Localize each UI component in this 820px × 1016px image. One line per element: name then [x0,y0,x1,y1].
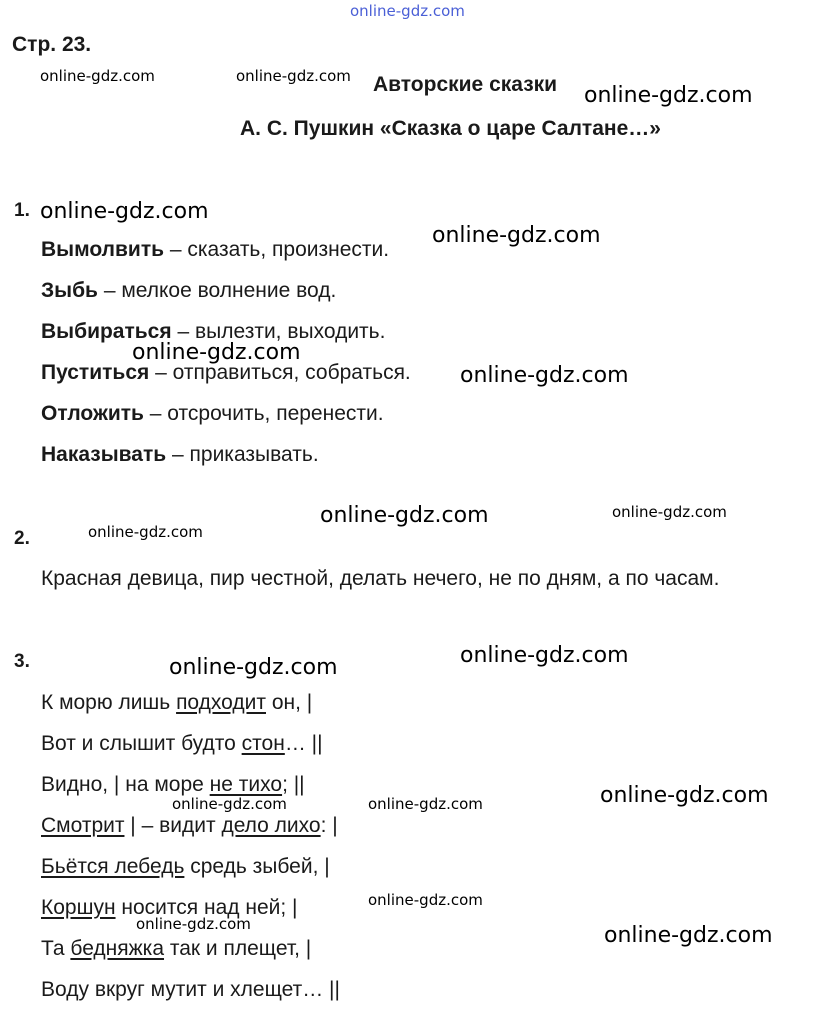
glossary-definition: – сказать, произнести. [164,238,390,261]
watermark: online-gdz.com [460,643,629,668]
glossary-term: Вымолвить [41,238,165,261]
text-segment: он, | [266,691,313,714]
underlined-segment: бедняжка [70,937,165,960]
text-segment: … || [284,732,323,755]
poem-line [41,978,340,1002]
glossary-item [41,320,385,344]
watermark: online-gdz.com [40,67,155,85]
watermark: online-gdz.com [88,523,203,541]
glossary-definition: – мелкое волнение вод. [97,279,337,302]
text-segment: Воду вкруг мутит и хлещет… || [41,978,340,1001]
glossary-definition: – отсрочить, перенести. [143,402,384,425]
glossary-item [41,238,389,262]
answer-text: Красная девица, пир честной, делать нечего, не по дням, а по часам. [41,567,720,590]
watermark: online-gdz.com [584,83,753,108]
glossary-term: Выбираться [41,320,172,343]
watermark: online-gdz.com [320,503,489,528]
glossary-definition: – приказывать. [166,443,319,466]
text-segment: Видно, | на море [41,773,210,796]
poem-line [41,896,297,920]
task-number: 3. [14,651,30,672]
text-segment: К морю лишь [41,691,177,714]
section-title: Авторские сказки [373,73,558,96]
glossary-definition: – вылезти, выходить. [171,320,386,343]
glossary-definition: – отправиться, собраться. [149,361,411,384]
watermark: online-gdz.com [600,783,769,808]
glossary-term: Наказывать [41,443,167,466]
watermark: online-gdz.com [40,199,209,224]
task-number: 1. [14,200,30,221]
watermark: online-gdz.com [136,915,251,933]
watermark: online-gdz.com [236,67,351,85]
text-segment: Вот и слышит будто [41,732,242,755]
page-label: Стр. 23. [12,33,92,56]
glossary-item [41,443,319,467]
watermark: online-gdz.com [604,923,773,948]
text-segment: носится над ней; | [115,896,298,919]
watermark: online-gdz.com [368,891,483,909]
poem-line [41,691,312,715]
text-segment: | – видит [124,814,222,837]
glossary-item [41,361,411,385]
poem-line [41,937,311,961]
poem-line [41,773,305,797]
glossary-item [41,402,384,426]
watermark: online-gdz.com [172,795,287,813]
glossary-term: Отложить [41,402,144,425]
text-segment: : | [320,814,338,837]
watermark: online-gdz.com [432,223,601,248]
watermark: online-gdz.com [169,655,338,680]
task-number: 2. [14,528,30,549]
poem-line [41,814,338,838]
underlined-segment: Коршун [41,896,116,919]
watermark: online-gdz.com [612,503,727,521]
text-segment: средь зыбей, | [184,855,330,878]
text-segment: Та [41,937,71,960]
glossary-term: Зыбь [41,279,98,302]
text-segment: ; || [282,773,305,796]
underlined-segment: не тихо [209,773,283,796]
watermark: online-gdz.com [368,795,483,813]
underlined-segment: Бьётся лебедь [41,855,185,878]
underlined-segment: Смотрит [41,814,125,837]
watermark: online-gdz.com [132,340,301,365]
glossary-term: Пуститься [41,361,150,384]
underlined-segment: стон [241,732,285,755]
glossary-item [41,279,336,303]
watermark: online-gdz.com [350,2,465,20]
poem-line [41,732,323,756]
underlined-segment: дело лихо [221,814,321,837]
text-segment: так и плещет, | [164,937,312,960]
watermark: online-gdz.com [460,363,629,388]
poem-line [41,855,330,879]
underlined-segment: подходит [176,691,266,714]
section-subtitle: А. С. Пушкин «Сказка о царе Салтане…» [240,117,661,140]
